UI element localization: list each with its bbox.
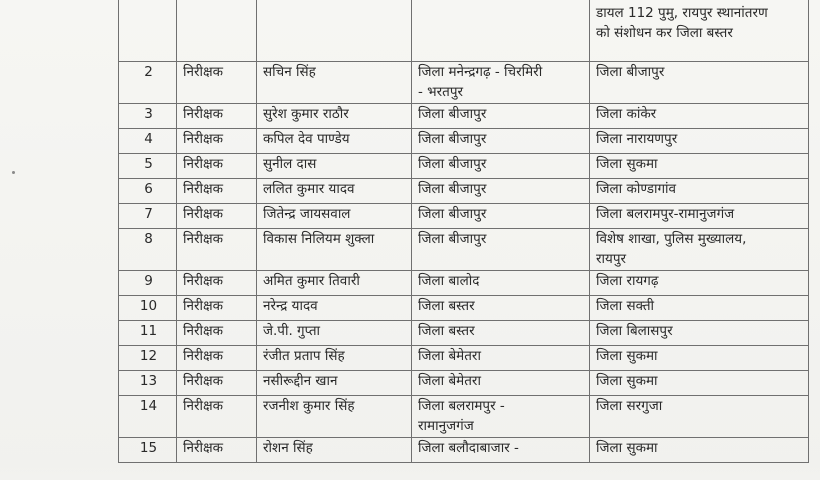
rank-text: निरीक्षक	[183, 273, 224, 289]
to-posting-cell	[590, 179, 809, 204]
name-cell	[257, 0, 412, 62]
from-posting-line: जिला बालोद	[418, 273, 480, 289]
rank-text: निरीक्षक	[183, 106, 224, 122]
from-posting-cell	[412, 438, 590, 463]
to-posting-line: जिला बिलासपुर	[596, 323, 673, 339]
from-posting-cell	[412, 271, 590, 296]
rank-text: निरीक्षक	[183, 440, 224, 456]
officer-name: रोशन सिंह	[263, 440, 313, 456]
rank-cell	[177, 154, 257, 179]
table-row	[119, 104, 809, 129]
serial-cell	[119, 0, 177, 62]
rank-text: निरीक्षक	[183, 131, 224, 147]
officer-name: कपिल देव पाण्डेय	[263, 131, 350, 147]
officer-name: रंजीत प्रताप सिंह	[263, 348, 345, 364]
table-row-continuation	[119, 0, 809, 62]
serial-number: 7	[144, 206, 153, 222]
rank-cell	[177, 371, 257, 396]
rank-text: निरीक्षक	[183, 64, 224, 80]
serial-cell	[119, 371, 177, 396]
to-posting-line: जिला नारायणपुर	[596, 131, 678, 147]
table-row	[119, 154, 809, 179]
serial-number: 13	[139, 373, 158, 389]
from-posting-line: जिला बेमेतरा	[418, 373, 481, 389]
from-posting-line: जिला बीजापुर	[418, 131, 487, 147]
serial-number: 12	[139, 348, 158, 364]
rank-text: निरीक्षक	[183, 323, 224, 339]
rank-cell	[177, 438, 257, 463]
from-posting-line: जिला मनेन्द्रगढ़ - चिरमिरी	[418, 64, 543, 80]
table-row	[119, 179, 809, 204]
serial-cell	[119, 179, 177, 204]
to-posting-line: जिला सरगुजा	[596, 398, 663, 414]
to-posting-cell	[590, 104, 809, 129]
table-body	[119, 0, 809, 463]
to-posting-cell	[590, 396, 809, 438]
to-posting-line: जिला कोण्डागांव	[596, 181, 677, 197]
from-posting-cell	[412, 229, 590, 271]
name-cell	[257, 229, 412, 271]
rank-cell	[177, 271, 257, 296]
to-posting-line: जिला बीजापुर	[596, 64, 665, 80]
rank-cell	[177, 179, 257, 204]
name-cell	[257, 396, 412, 438]
from-posting-cell	[412, 62, 590, 104]
rank-text: निरीक्षक	[183, 348, 224, 364]
to-posting-line: जिला सुकमा	[596, 156, 658, 172]
serial-number: 5	[144, 156, 153, 172]
rank-text: निरीक्षक	[183, 156, 224, 172]
rank-text: निरीक्षक	[183, 206, 224, 222]
rank-text: निरीक्षक	[183, 231, 224, 247]
to-posting-line: जिला बलरामपुर-रामानुजगंज	[596, 206, 735, 222]
officer-name: रजनीश कुमार सिंह	[263, 398, 355, 414]
to-posting-cell	[590, 154, 809, 179]
officer-name: अमित कुमार तिवारी	[263, 273, 360, 289]
to-posting-cell	[590, 296, 809, 321]
table-row	[119, 229, 809, 271]
name-cell	[257, 154, 412, 179]
from-posting-line: जिला बीजापुर	[418, 181, 487, 197]
to-posting-line: जिला रायगढ़	[596, 273, 659, 289]
to-posting-cell	[590, 438, 809, 463]
to-posting-line: को संशोधन कर जिला बस्तर	[596, 25, 733, 41]
serial-cell	[119, 62, 177, 104]
from-posting-cell	[412, 104, 590, 129]
officer-name: विकास निलियम शुक्ला	[263, 231, 375, 247]
from-posting-cell	[412, 179, 590, 204]
name-cell	[257, 438, 412, 463]
serial-number: 14	[139, 398, 158, 414]
rank-text: निरीक्षक	[183, 181, 224, 197]
name-cell	[257, 129, 412, 154]
from-posting-line: जिला बीजापुर	[418, 156, 487, 172]
from-posting-cell	[412, 396, 590, 438]
serial-cell	[119, 154, 177, 179]
name-cell	[257, 296, 412, 321]
rank-cell	[177, 321, 257, 346]
officer-name: जे.पी. गुप्ता	[263, 323, 321, 339]
to-posting-line: रायपुर	[596, 251, 627, 267]
officer-name: सुनील दास	[263, 156, 317, 172]
table-row	[119, 204, 809, 229]
from-posting-line: जिला बस्तर	[418, 298, 475, 314]
serial-cell	[119, 321, 177, 346]
table-row	[119, 371, 809, 396]
rank-cell	[177, 396, 257, 438]
from-posting-cell	[412, 346, 590, 371]
rank-text: निरीक्षक	[183, 373, 224, 389]
serial-number: 15	[139, 440, 158, 456]
serial-cell	[119, 271, 177, 296]
serial-number: 11	[139, 323, 158, 339]
serial-cell	[119, 296, 177, 321]
table-row	[119, 62, 809, 104]
serial-number: 3	[144, 106, 153, 122]
rank-cell	[177, 104, 257, 129]
from-posting-cell	[412, 129, 590, 154]
rank-text: निरीक्षक	[183, 398, 224, 414]
serial-number: 9	[144, 273, 153, 289]
officer-name: सुरेश कुमार राठौर	[263, 106, 349, 122]
to-posting-line: जिला सुकमा	[596, 440, 658, 456]
from-posting-cell	[412, 154, 590, 179]
from-posting-line: जिला बीजापुर	[418, 106, 487, 122]
serial-number: 4	[144, 131, 153, 147]
name-cell	[257, 179, 412, 204]
to-posting-line: विशेष शाखा, पुलिस मुख्यालय,	[596, 231, 747, 247]
officer-name: जितेन्द्र जायसवाल	[263, 206, 351, 222]
table-row	[119, 129, 809, 154]
table-row	[119, 296, 809, 321]
to-posting-cell	[590, 62, 809, 104]
name-cell	[257, 346, 412, 371]
table-row	[119, 346, 809, 371]
page-bottom-shade	[0, 466, 820, 480]
serial-number: 6	[144, 181, 153, 197]
rank-cell	[177, 346, 257, 371]
rank-cell	[177, 204, 257, 229]
rank-cell	[177, 0, 257, 62]
name-cell	[257, 371, 412, 396]
to-posting-cell	[590, 371, 809, 396]
to-posting-cell	[590, 321, 809, 346]
table-row	[119, 321, 809, 346]
name-cell	[257, 321, 412, 346]
serial-cell	[119, 104, 177, 129]
from-posting-cell	[412, 296, 590, 321]
serial-number: 2	[144, 64, 153, 80]
officer-name: नसीरूद्दीन खान	[263, 373, 338, 389]
rank-cell	[177, 229, 257, 271]
rank-cell	[177, 62, 257, 104]
to-posting-cell	[590, 229, 809, 271]
name-cell	[257, 62, 412, 104]
to-posting-line: डायल 112 पुमु, रायपुर स्थानांतरण	[596, 5, 768, 21]
from-posting-line: जिला बस्तर	[418, 323, 475, 339]
serial-cell	[119, 396, 177, 438]
serial-cell	[119, 346, 177, 371]
table-row	[119, 271, 809, 296]
table-row	[119, 396, 809, 438]
rank-cell	[177, 129, 257, 154]
serial-cell	[119, 204, 177, 229]
to-posting-cell	[590, 271, 809, 296]
serial-number: 10	[139, 298, 158, 314]
from-posting-line: जिला बीजापुर	[418, 231, 487, 247]
to-posting-cell	[590, 129, 809, 154]
from-posting-line: जिला बलरामपुर -	[418, 398, 505, 414]
officer-name: सचिन सिंह	[263, 64, 316, 80]
table-row	[119, 438, 809, 463]
to-posting-line: जिला सक्ती	[596, 298, 655, 314]
to-posting-line: जिला कांकेर	[596, 106, 657, 122]
name-cell	[257, 271, 412, 296]
from-posting-cell	[412, 321, 590, 346]
to-posting-cell	[590, 204, 809, 229]
serial-cell	[119, 129, 177, 154]
from-posting-line: जिला बलौदाबाजार -	[418, 440, 519, 456]
from-posting-cell	[412, 0, 590, 62]
serial-cell	[119, 229, 177, 271]
from-posting-line: जिला बेमेतरा	[418, 348, 481, 364]
rank-cell	[177, 296, 257, 321]
from-posting-line: रामानुजगंज	[418, 418, 474, 434]
transfer-list-table	[118, 0, 809, 463]
to-posting-line: जिला सुकमा	[596, 348, 658, 364]
from-posting-line: जिला बीजापुर	[418, 206, 487, 222]
from-posting-cell	[412, 204, 590, 229]
serial-number: 8	[144, 231, 153, 247]
from-posting-cell	[412, 371, 590, 396]
from-posting-line: - भरतपुर	[418, 84, 464, 100]
name-cell	[257, 104, 412, 129]
to-posting-line: जिला सुकमा	[596, 373, 658, 389]
rank-text: निरीक्षक	[183, 298, 224, 314]
to-posting-cell	[590, 346, 809, 371]
officer-name: नरेन्द्र यादव	[263, 298, 318, 314]
scan-speck	[12, 171, 15, 174]
serial-cell	[119, 438, 177, 463]
to-posting-cell	[590, 0, 809, 62]
name-cell	[257, 204, 412, 229]
officer-name: ललित कुमार यादव	[263, 181, 355, 197]
